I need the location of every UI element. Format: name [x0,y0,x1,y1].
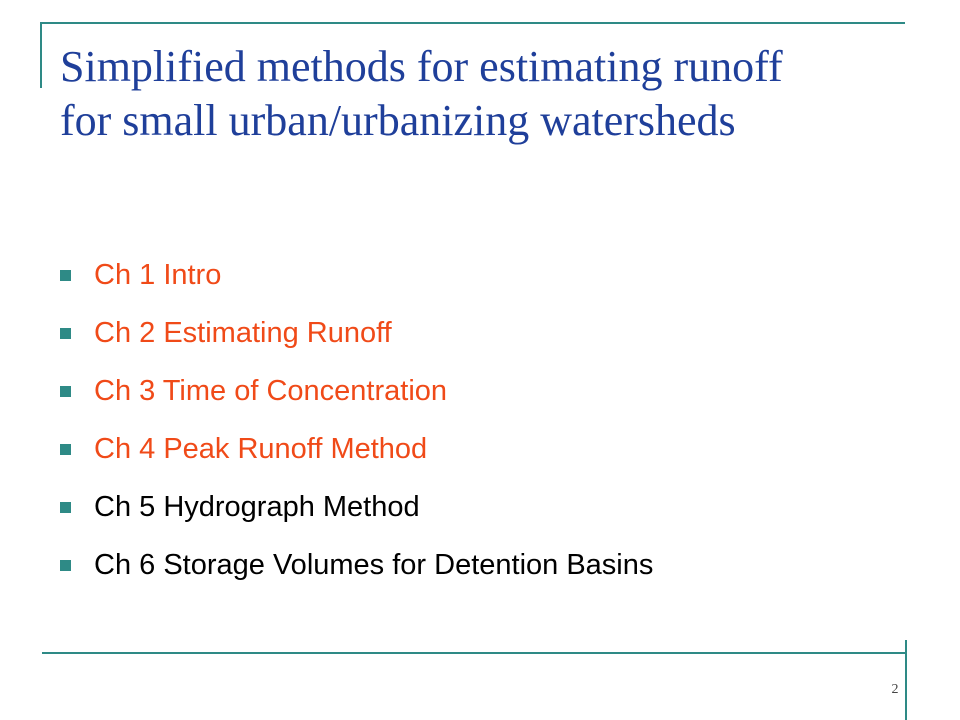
bullet-text: Ch 6 Storage Volumes for Detention Basins [94,548,654,581]
bullet-text: Ch 2 Estimating Runoff [94,316,392,349]
square-bullet-icon [60,328,71,339]
bullet-text: Ch 3 Time of Concentration [94,374,448,407]
bullet-text: Ch 4 Peak Runoff Method [94,432,428,465]
square-bullet-icon [60,386,71,397]
right-divider [905,640,907,720]
slide-title-line-2: for small urban/urbanizing watersheds [60,96,736,145]
square-bullet-icon [60,560,71,571]
bullet-item [60,420,653,478]
page-number: 2 [891,682,899,697]
square-bullet-icon [60,444,71,455]
bullet-text: Ch 5 Hydrograph Method [94,490,420,523]
square-bullet-icon [60,270,71,281]
bullet-item [60,246,653,304]
top-divider [40,22,905,24]
square-bullet-icon [60,502,71,513]
bullet-item [60,362,653,420]
bullet-item [60,536,653,594]
slide-title-line-1: Simplified methods for estimating runoff [60,42,783,91]
bottom-divider [42,652,905,654]
bullet-item [60,304,653,362]
bullet-item [60,478,653,536]
slide-title [60,40,900,148]
left-divider [40,22,42,88]
bullet-list [60,246,653,594]
bullet-text: Ch 1 Intro [94,258,222,291]
